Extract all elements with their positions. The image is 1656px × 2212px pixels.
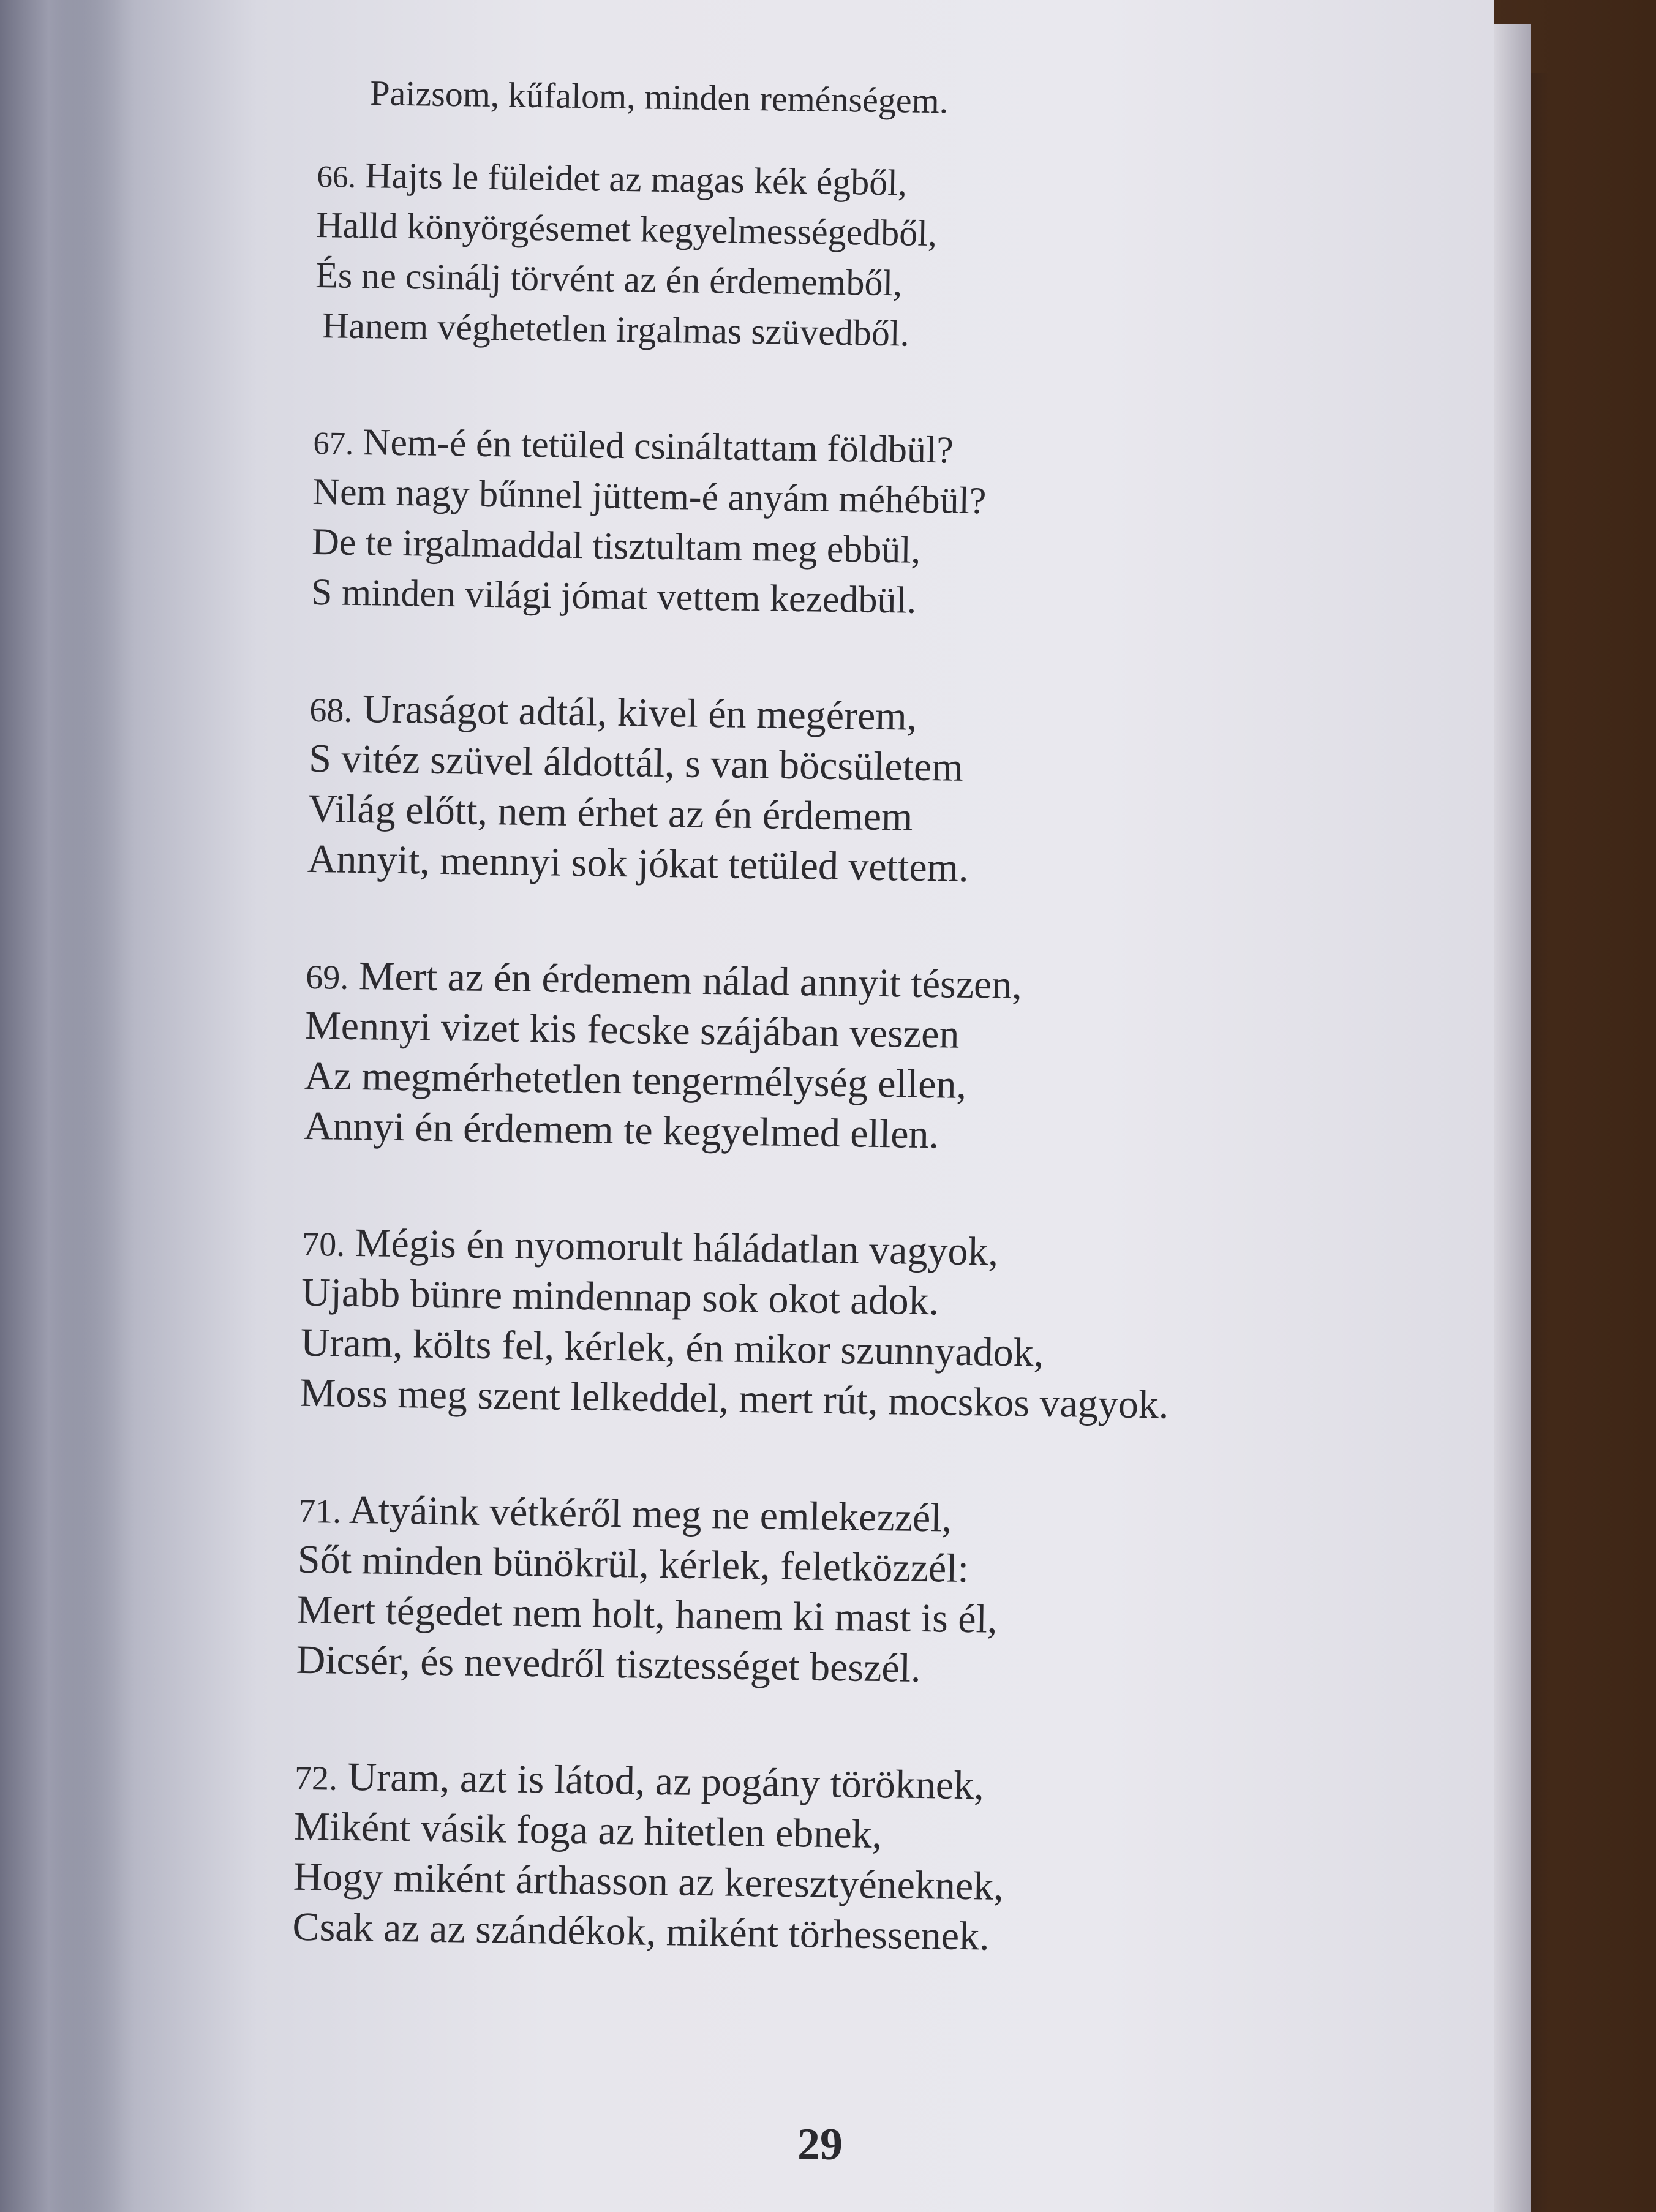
verse-line: Annyi én érdemem te kegyelmed ellen. xyxy=(303,1103,939,1157)
stanza-number: 71. xyxy=(298,1492,342,1531)
verse-line: Az megmérhetetlen tengermélység ellen, xyxy=(304,1053,967,1107)
verse-line: Uram, azt is látod, az pogány töröknek, xyxy=(347,1754,985,1808)
page-edge xyxy=(1494,24,1531,2212)
verse-line: Uraságot adtál, kivel én megérem, xyxy=(362,687,917,739)
verse-line: Atyáink vétkéről meg ne emlekezzél, xyxy=(348,1487,952,1541)
book-gutter xyxy=(0,0,122,2212)
verse-line: Mert tégedet nem holt, hanem ki mast is él, xyxy=(296,1587,998,1642)
verse-line: Moss meg szent lelkeddel, mert rút, mocskos vagyok. xyxy=(299,1370,1169,1428)
verse-line: Uram, költs fel, kérlek, én mikor szunnyadok, xyxy=(300,1320,1044,1375)
verse-line: De te irgalmaddal tisztultam meg ebbül, xyxy=(311,521,921,571)
verse-line: Dicsér, és nevedről tisztességet beszél. xyxy=(296,1637,922,1691)
stanza-70 xyxy=(299,1217,1466,1434)
stanza-69 xyxy=(303,950,1469,1167)
page-number: 29 xyxy=(797,2120,843,2170)
stanza-number: 67. xyxy=(313,425,354,462)
verse-line: Hajts le füleidet az magas kék égből, xyxy=(364,155,908,203)
verse-line: S minden világi jómat vettem kezedbül. xyxy=(310,571,917,622)
stanza-number: 68. xyxy=(309,691,353,730)
verse-line: Mégis én nyomorult háládatlan vagyok, xyxy=(355,1221,999,1274)
verse-line: Mennyi vizet kis fecske szájában veszen xyxy=(304,1003,960,1057)
verse-line: És ne csinálj törvént az én érdememből, xyxy=(315,254,903,304)
verse-line: S vitéz szüvel áldottál, s van böcsületem xyxy=(308,735,964,790)
stanza-66 xyxy=(315,149,1481,366)
stanza-71 xyxy=(296,1484,1462,1701)
verse-line: Csak az az szándékok, miként törhessenek. xyxy=(292,1904,990,1959)
verse-line: Annyit, mennyi sok jókat tetüled vettem. xyxy=(307,836,969,890)
verse-line: Ujabb bünre mindennap sok okot adok. xyxy=(301,1270,939,1324)
verse-line: Halld könyörgésemet kegyelmességedből, xyxy=(315,204,938,254)
verse-line: Mert az én érdemem nálad annyit tészen, xyxy=(358,954,1023,1008)
verse-line: Világ előtt, nem érhet az én érdemem xyxy=(307,786,913,840)
poem-text xyxy=(292,67,1482,2034)
verse-line: Nem nagy bűnnel jüttem-é anyám méhébül? xyxy=(312,470,987,522)
verse-line: Hanem véghetetlen irgalmas szüvedből. xyxy=(322,305,910,354)
stanza-number: 72. xyxy=(294,1759,338,1798)
verse-line: Hogy miként árthasson az keresztyéneknek, xyxy=(293,1854,1004,1909)
stanza-number: 66. xyxy=(317,159,356,195)
verse-line: Sőt minden bünökrül, kérlek, feletközzél: xyxy=(297,1537,969,1592)
stanza-number: 69. xyxy=(305,958,349,997)
stanza-number: 70. xyxy=(301,1225,345,1264)
stanza-72 xyxy=(292,1751,1458,1968)
stanza-67 xyxy=(310,416,1477,633)
verse-line: Miként vásik foga az hitetlen ebnek, xyxy=(293,1804,883,1857)
verse-line: Nem-é én tetüled csináltattam földbül? xyxy=(363,421,954,472)
stanza-68 xyxy=(307,683,1473,900)
first-line: Paizsom, kűfalom, minden reménségem. xyxy=(369,73,949,121)
